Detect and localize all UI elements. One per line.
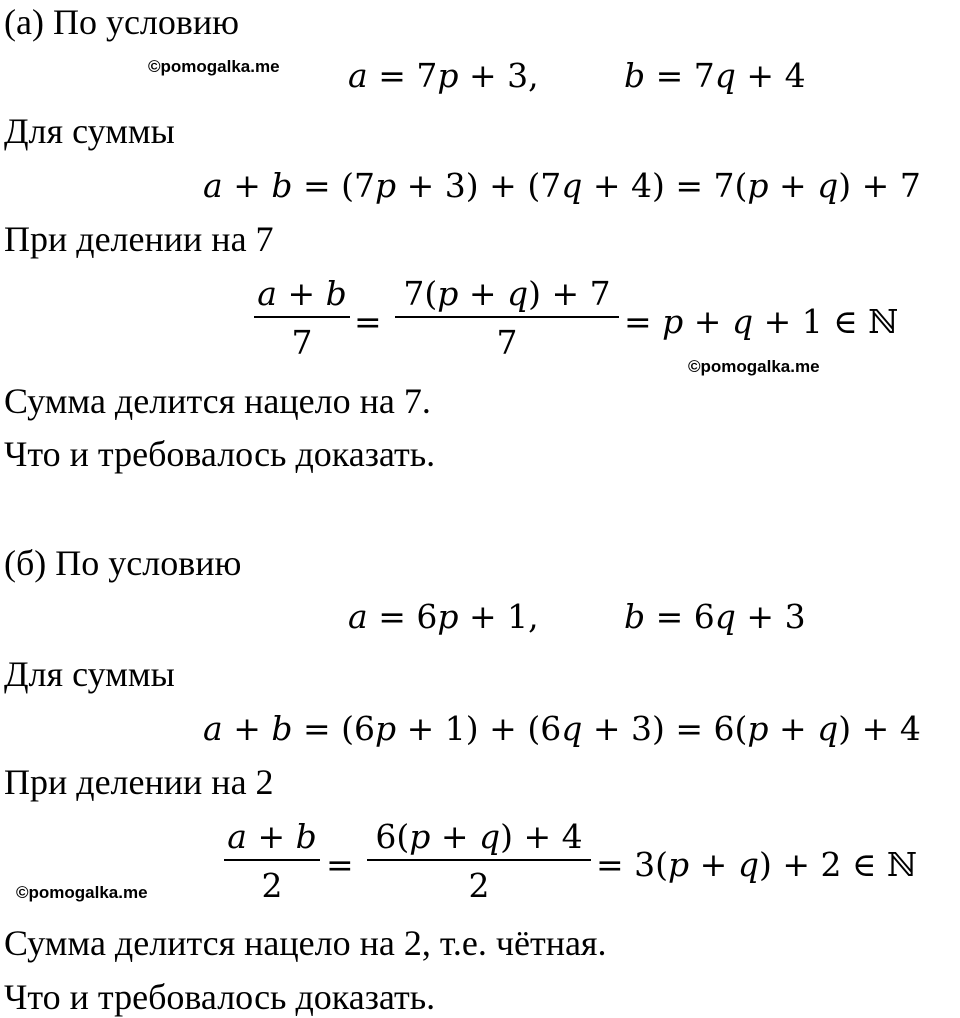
fraction-denominator: 7 (496, 323, 518, 362)
fraction-denominator: 2 (468, 866, 490, 905)
fraction-bar (254, 316, 350, 318)
part-a-given-a: a = 7p + 3, (348, 56, 539, 95)
part-a-fraction-lhs (254, 274, 350, 362)
equals-sign: = (354, 302, 382, 341)
watermark-2: ©pomogalka.me (688, 357, 820, 376)
part-a-qed: Что и требовалось доказать. (4, 434, 436, 474)
fraction-numerator: 7(p + q) + 7 (403, 274, 611, 313)
fraction-denominator: 7 (291, 323, 313, 362)
part-a-given-b: b = 7q + 4 (624, 56, 806, 95)
part-b-qed: Что и требовалось доказать. (4, 977, 436, 1017)
part-b-heading: (б) По условию (4, 543, 242, 583)
part-b-fraction-rhs (367, 817, 591, 905)
part-b-fraction-lhs (224, 817, 320, 905)
fraction-numerator: a + b (257, 274, 347, 313)
fraction-numerator: 6(p + q) + 4 (375, 817, 583, 856)
part-b-given-a: a = 6p + 1, (348, 597, 539, 636)
fraction-bar (395, 316, 619, 318)
part-b-result: = 3(p + q) + 2 ∈ ℕ (596, 845, 918, 884)
fraction-bar (367, 859, 591, 861)
part-a-sum-label: Для суммы (4, 111, 175, 151)
part-a-fraction-rhs (395, 274, 619, 362)
part-a-heading: (а) По условию (4, 2, 240, 42)
equals-sign: = (326, 845, 354, 884)
part-b-given-b: b = 6q + 3 (624, 597, 806, 636)
watermark-1: ©pomogalka.me (148, 57, 280, 76)
part-b-sum-expression: a + b = (6p + 1) + (6q + 3) = 6(p + q) + 4 (203, 709, 921, 748)
fraction-numerator: a + b (227, 817, 317, 856)
part-a-sum-expression: a + b = (7p + 3) + (7q + 4) = 7(p + q) + 7 (203, 166, 921, 205)
part-a-division-label: При делении на 7 (4, 219, 274, 259)
part-b-sum-label: Для суммы (4, 654, 175, 694)
part-b-division-label: При делении на 2 (4, 762, 274, 802)
part-b-conclusion: Сумма делится нацело на 2, т.е. чётная. (4, 923, 607, 963)
part-a-conclusion: Сумма делится нацело на 7. (4, 381, 431, 421)
watermark-3: ©pomogalka.me (16, 883, 148, 902)
fraction-denominator: 2 (261, 866, 283, 905)
part-a-result: = p + q + 1 ∈ ℕ (624, 302, 899, 341)
fraction-bar (224, 859, 320, 861)
